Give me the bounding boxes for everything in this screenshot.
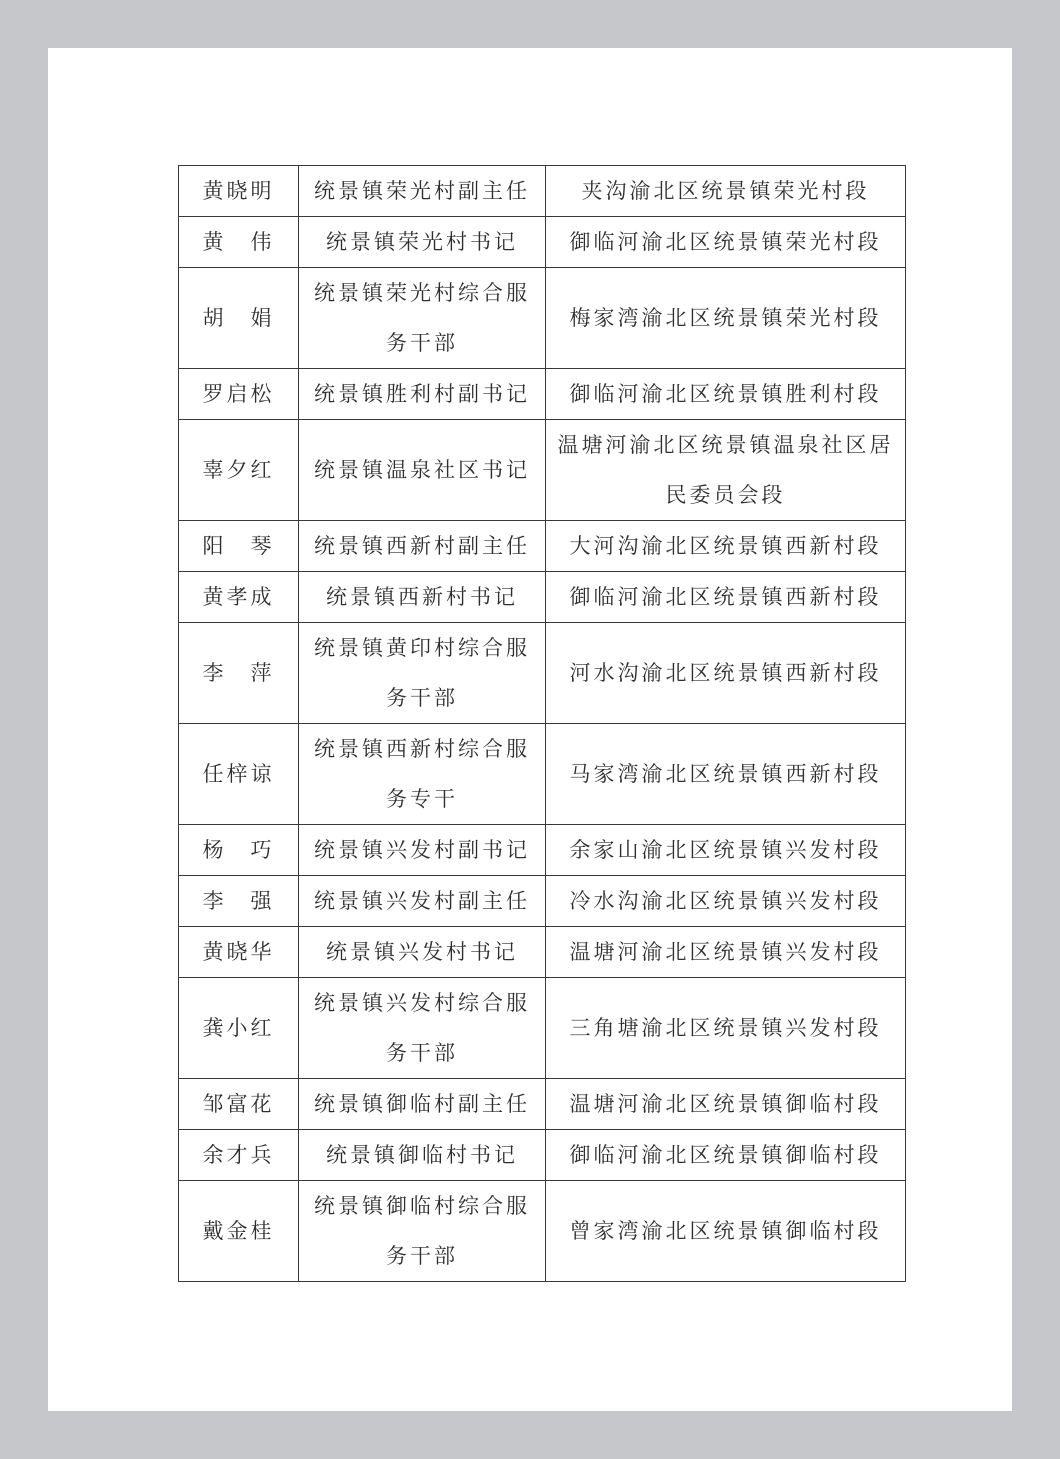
table-row <box>179 420 906 521</box>
position-cell: 统景镇兴发村副主任 <box>299 876 546 927</box>
river-chief-table <box>178 165 906 1282</box>
name-cell: 李 萍 <box>179 623 299 724</box>
table-row <box>179 217 906 268</box>
river-section-cell: 温塘河渝北区统景镇御临村段 <box>546 1079 906 1130</box>
table-row <box>179 572 906 623</box>
table-row <box>179 927 906 978</box>
table-row <box>179 268 906 369</box>
river-section-cell: 御临河渝北区统景镇西新村段 <box>546 572 906 623</box>
position-cell: 统景镇御临村综合服务干部 <box>299 1181 546 1282</box>
position-cell: 统景镇兴发村书记 <box>299 927 546 978</box>
name-cell: 胡 娟 <box>179 268 299 369</box>
position-cell: 统景镇荣光村综合服务干部 <box>299 268 546 369</box>
name-cell: 阳 琴 <box>179 521 299 572</box>
position-cell: 统景镇西新村综合服务专干 <box>299 724 546 825</box>
river-section-cell: 御临河渝北区统景镇御临村段 <box>546 1130 906 1181</box>
river-section-cell: 御临河渝北区统景镇胜利村段 <box>546 369 906 420</box>
name-cell: 黄晓明 <box>179 166 299 217</box>
name-cell: 邹富花 <box>179 1079 299 1130</box>
table-row <box>179 1079 906 1130</box>
river-section-cell: 三角塘渝北区统景镇兴发村段 <box>546 978 906 1079</box>
table-row <box>179 166 906 217</box>
position-cell: 统景镇西新村副主任 <box>299 521 546 572</box>
table-row <box>179 623 906 724</box>
table-row <box>179 825 906 876</box>
position-cell: 统景镇御临村副主任 <box>299 1079 546 1130</box>
document-page <box>48 48 1012 1411</box>
position-cell: 统景镇荣光村书记 <box>299 217 546 268</box>
name-cell: 辜夕红 <box>179 420 299 521</box>
name-cell: 黄晓华 <box>179 927 299 978</box>
table-row <box>179 724 906 825</box>
river-section-cell: 曾家湾渝北区统景镇御临村段 <box>546 1181 906 1282</box>
river-section-cell: 马家湾渝北区统景镇西新村段 <box>546 724 906 825</box>
river-section-cell: 御临河渝北区统景镇荣光村段 <box>546 217 906 268</box>
table-row <box>179 1130 906 1181</box>
name-cell: 杨 巧 <box>179 825 299 876</box>
table-row <box>179 369 906 420</box>
position-cell: 统景镇黄印村综合服务干部 <box>299 623 546 724</box>
position-cell: 统景镇御临村书记 <box>299 1130 546 1181</box>
position-cell: 统景镇温泉社区书记 <box>299 420 546 521</box>
name-cell: 余才兵 <box>179 1130 299 1181</box>
river-section-cell: 大河沟渝北区统景镇西新村段 <box>546 521 906 572</box>
table-row <box>179 978 906 1079</box>
river-section-cell: 夹沟渝北区统景镇荣光村段 <box>546 166 906 217</box>
name-cell: 黄孝成 <box>179 572 299 623</box>
river-section-cell: 温塘河渝北区统景镇兴发村段 <box>546 927 906 978</box>
river-section-cell: 温塘河渝北区统景镇温泉社区居民委员会段 <box>546 420 906 521</box>
river-section-cell: 河水沟渝北区统景镇西新村段 <box>546 623 906 724</box>
position-cell: 统景镇西新村书记 <box>299 572 546 623</box>
table-row <box>179 521 906 572</box>
name-cell: 黄 伟 <box>179 217 299 268</box>
name-cell: 罗启松 <box>179 369 299 420</box>
river-section-cell: 冷水沟渝北区统景镇兴发村段 <box>546 876 906 927</box>
position-cell: 统景镇胜利村副书记 <box>299 369 546 420</box>
table-row <box>179 1181 906 1282</box>
name-cell: 龚小红 <box>179 978 299 1079</box>
river-section-cell: 余家山渝北区统景镇兴发村段 <box>546 825 906 876</box>
name-cell: 戴金桂 <box>179 1181 299 1282</box>
position-cell: 统景镇兴发村综合服务干部 <box>299 978 546 1079</box>
position-cell: 统景镇兴发村副书记 <box>299 825 546 876</box>
position-cell: 统景镇荣光村副主任 <box>299 166 546 217</box>
river-section-cell: 梅家湾渝北区统景镇荣光村段 <box>546 268 906 369</box>
name-cell: 任梓谅 <box>179 724 299 825</box>
name-cell: 李 强 <box>179 876 299 927</box>
table-row <box>179 876 906 927</box>
